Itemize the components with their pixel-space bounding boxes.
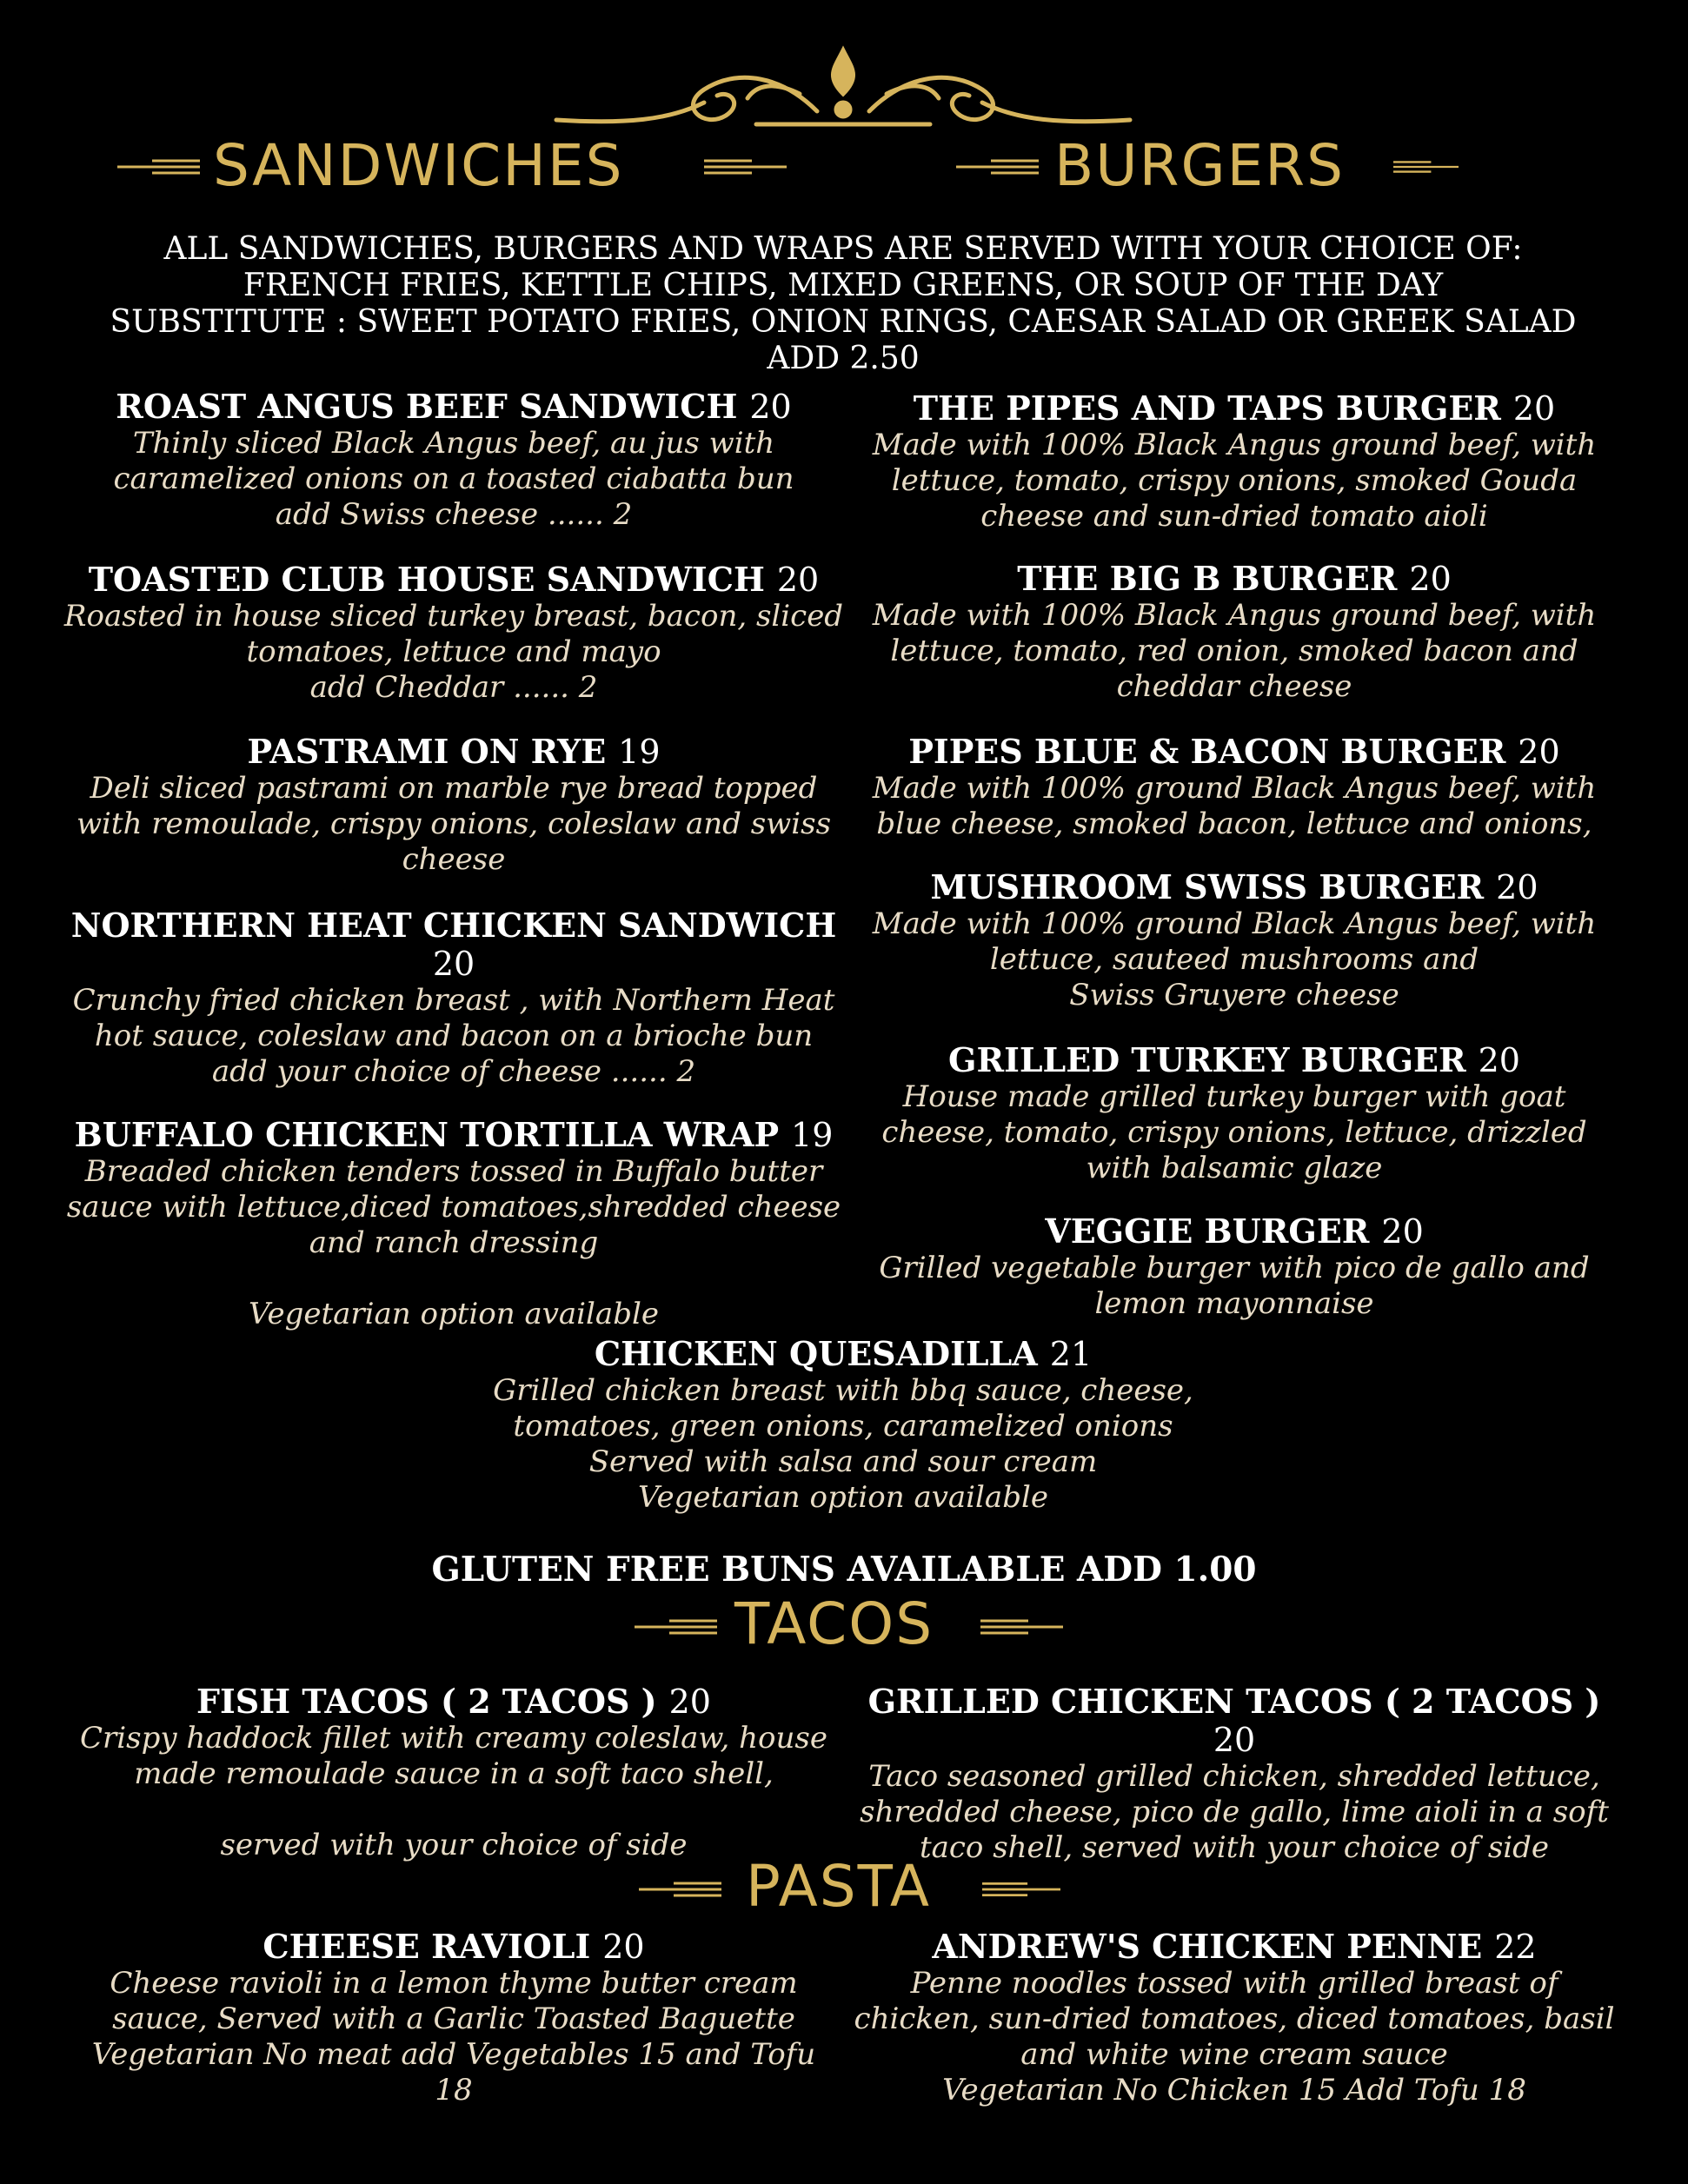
item-price: 20	[1409, 560, 1452, 598]
menu-item	[852, 868, 1617, 1013]
intro-line: SUBSTITUTE : SWEET POTATO FRIES, ONION RINGS, CAESAR SALAD OR GREEK SALAD	[110, 304, 1577, 340]
item-price: 20	[749, 388, 792, 426]
item-name: TOASTED CLUB HOUSE SANDWICH	[88, 560, 765, 599]
menu-item	[852, 1928, 1617, 2108]
heading-flourish-right-icon	[980, 1616, 1063, 1637]
ornament-icon	[539, 42, 1147, 137]
item-description: Made with 100% Black Angus ground beef, with lettuce, tomato, red onion, smoked bacon and cheddar cheese	[872, 598, 1597, 704]
item-name: GRILLED CHICKEN TACOS ( 2 TACOS )	[867, 1682, 1601, 1721]
gluten-free-note: GLUTEN FREE BUNS AVAILABLE ADD 1.00	[431, 1550, 1257, 1590]
menu-item	[852, 560, 1617, 705]
menu-item	[852, 1683, 1617, 1866]
item-description: Crunchy fried chicken breast , with Northern Heat hot sauce, coleslaw and bacon on a brioche bun add your choice of cheese ...... 2	[72, 983, 835, 1089]
item-description: Cheese ravioli in a lemon thyme butter cream sauce, Served with a Garlic Toasted Baguette Vegetarian No meat add Vegetables 15 and Tofu 18	[91, 1966, 816, 2108]
menu-item	[852, 733, 1617, 842]
item-price: 20	[1496, 868, 1538, 906]
item-description: Taco seasoned grilled chicken, shredded lettuce, shredded cheese, pico de gallo, lime aioli in a soft taco shell, served with your choice of side	[860, 1759, 1609, 1865]
menu-item	[63, 561, 845, 706]
item-price: 20	[1518, 733, 1560, 771]
intro-line: ALL SANDWICHES, BURGERS AND WRAPS ARE SERVED WITH YOUR CHOICE OF:	[163, 231, 1523, 267]
item-price: 20	[1478, 1041, 1520, 1079]
item-price: 20	[1381, 1212, 1424, 1251]
item-name: ROAST ANGUS BEEF SANDWICH	[116, 387, 738, 426]
item-price: 19	[791, 1116, 834, 1154]
item-name: BUFFALO CHICKEN TORTILLA WRAP	[74, 1115, 780, 1154]
heading-flourish-left-icon	[639, 1879, 721, 1900]
item-description: Made with 100% ground Black Angus beef, with lettuce, sauteed mushrooms and Swiss Gruyere cheese	[872, 906, 1597, 1012]
item-name: THE PIPES AND TAPS BURGER	[913, 388, 1501, 428]
intro-line: FRENCH FRIES, KETTLE CHIPS, MIXED GREENS, OR SOUP OF THE DAY	[243, 268, 1444, 303]
heading-flourish-left-icon	[956, 156, 1039, 177]
section-title-burgers: BURGERS	[1054, 132, 1346, 199]
intro-line: ADD 2.50	[767, 341, 920, 376]
item-description: Thinly sliced Black Angus beef, au jus with caramelized onions on a toasted ciabatta bun add Swiss cheese ...... 2	[113, 426, 794, 532]
item-description: Roasted in house sliced turkey breast, bacon, sliced tomatoes, lettuce and mayo add Cheddar ...... 2	[63, 599, 844, 705]
item-name: PASTRAMI ON RYE	[247, 732, 607, 771]
item-description: House made grilled turkey burger with goat cheese, tomato, crispy onions, lettuce, drizzled with balsamic glaze	[881, 1079, 1587, 1185]
item-description: Grilled chicken breast with bbq sauce, cheese, tomatoes, green onions, caramelized onions Served with salsa and sour cream Vegetarian option available	[493, 1373, 1193, 1515]
heading-flourish-right-icon	[704, 156, 787, 177]
menu-item	[63, 1116, 845, 1332]
menu-item	[852, 1212, 1617, 1322]
item-price: 20	[432, 945, 475, 983]
item-price: 20	[668, 1683, 711, 1721]
item-price: 20	[1213, 1721, 1256, 1759]
item-name: MUSHROOM SWISS BURGER	[930, 867, 1485, 906]
intro-text	[61, 231, 1625, 377]
menu-item	[452, 1335, 1234, 1516]
item-price: 20	[1512, 389, 1556, 428]
item-description: Deli sliced pastrami on marble rye bread topped with remoulade, crispy onions, coleslaw and swiss cheese	[76, 771, 832, 877]
heading-flourish-left-icon	[635, 1616, 717, 1637]
item-description: Crispy haddock fillet with creamy coleslaw, house made remoulade sauce in a soft taco shell, served with your choice of side	[80, 1721, 827, 1862]
section-title-sandwiches: SANDWICHES	[213, 132, 624, 199]
menu-item	[852, 389, 1617, 534]
item-name: CHICKEN QUESADILLA	[594, 1334, 1038, 1373]
menu-item	[63, 906, 845, 1090]
item-price: 21	[1049, 1335, 1093, 1373]
item-name: FISH TACOS ( 2 TACOS )	[196, 1682, 657, 1721]
item-price: 20	[602, 1928, 645, 1966]
menu-item	[63, 733, 845, 878]
section-title-tacos: TACOS	[734, 1590, 934, 1657]
item-name: THE BIG B BURGER	[1017, 559, 1398, 598]
section-title-pasta: PASTA	[746, 1853, 931, 1920]
item-name: GRILLED TURKEY BURGER	[948, 1040, 1466, 1079]
item-description: Breaded chicken tenders tossed in Buffalo butter sauce with lettuce,diced tomatoes,shredded cheese and ranch dressing Vegetarian option available	[66, 1154, 841, 1331]
item-price: 19	[618, 733, 661, 771]
menu-item	[63, 388, 845, 533]
heading-flourish-left-icon	[117, 156, 200, 177]
item-description: Made with 100% Black Angus ground beef, with lettuce, tomato, crispy onions, smoked Gouda cheese and sun-dried tomato aioli	[872, 428, 1597, 534]
item-description: Penne noodles tossed with grilled breast of chicken, sun-dried tomatoes, diced tomatoes, basil and white wine cream sauce Vegetarian No Chicken 15 Add Tofu 18	[854, 1966, 1615, 2108]
heading-flourish-right-icon	[982, 1879, 1060, 1900]
item-description: Grilled vegetable burger with pico de gallo and lemon mayonnaise	[879, 1251, 1590, 1321]
item-name: VEGGIE BURGER	[1045, 1211, 1370, 1251]
menu-item	[63, 1683, 845, 1863]
heading-flourish-right-icon	[1393, 156, 1459, 177]
menu-item	[852, 1041, 1617, 1186]
item-name: PIPES BLUE & BACON BURGER	[908, 732, 1506, 771]
item-name: CHEESE RAVIOLI	[263, 1927, 591, 1966]
item-price: 20	[776, 561, 820, 599]
item-name: NORTHERN HEAT CHICKEN SANDWICH	[70, 906, 837, 945]
item-name: ANDREW'S CHICKEN PENNE	[932, 1927, 1483, 1966]
menu-item	[63, 1928, 845, 2108]
item-price: 22	[1494, 1928, 1537, 1966]
item-description: Made with 100% ground Black Angus beef, with blue cheese, smoked bacon, lettuce and onions,	[872, 771, 1597, 841]
